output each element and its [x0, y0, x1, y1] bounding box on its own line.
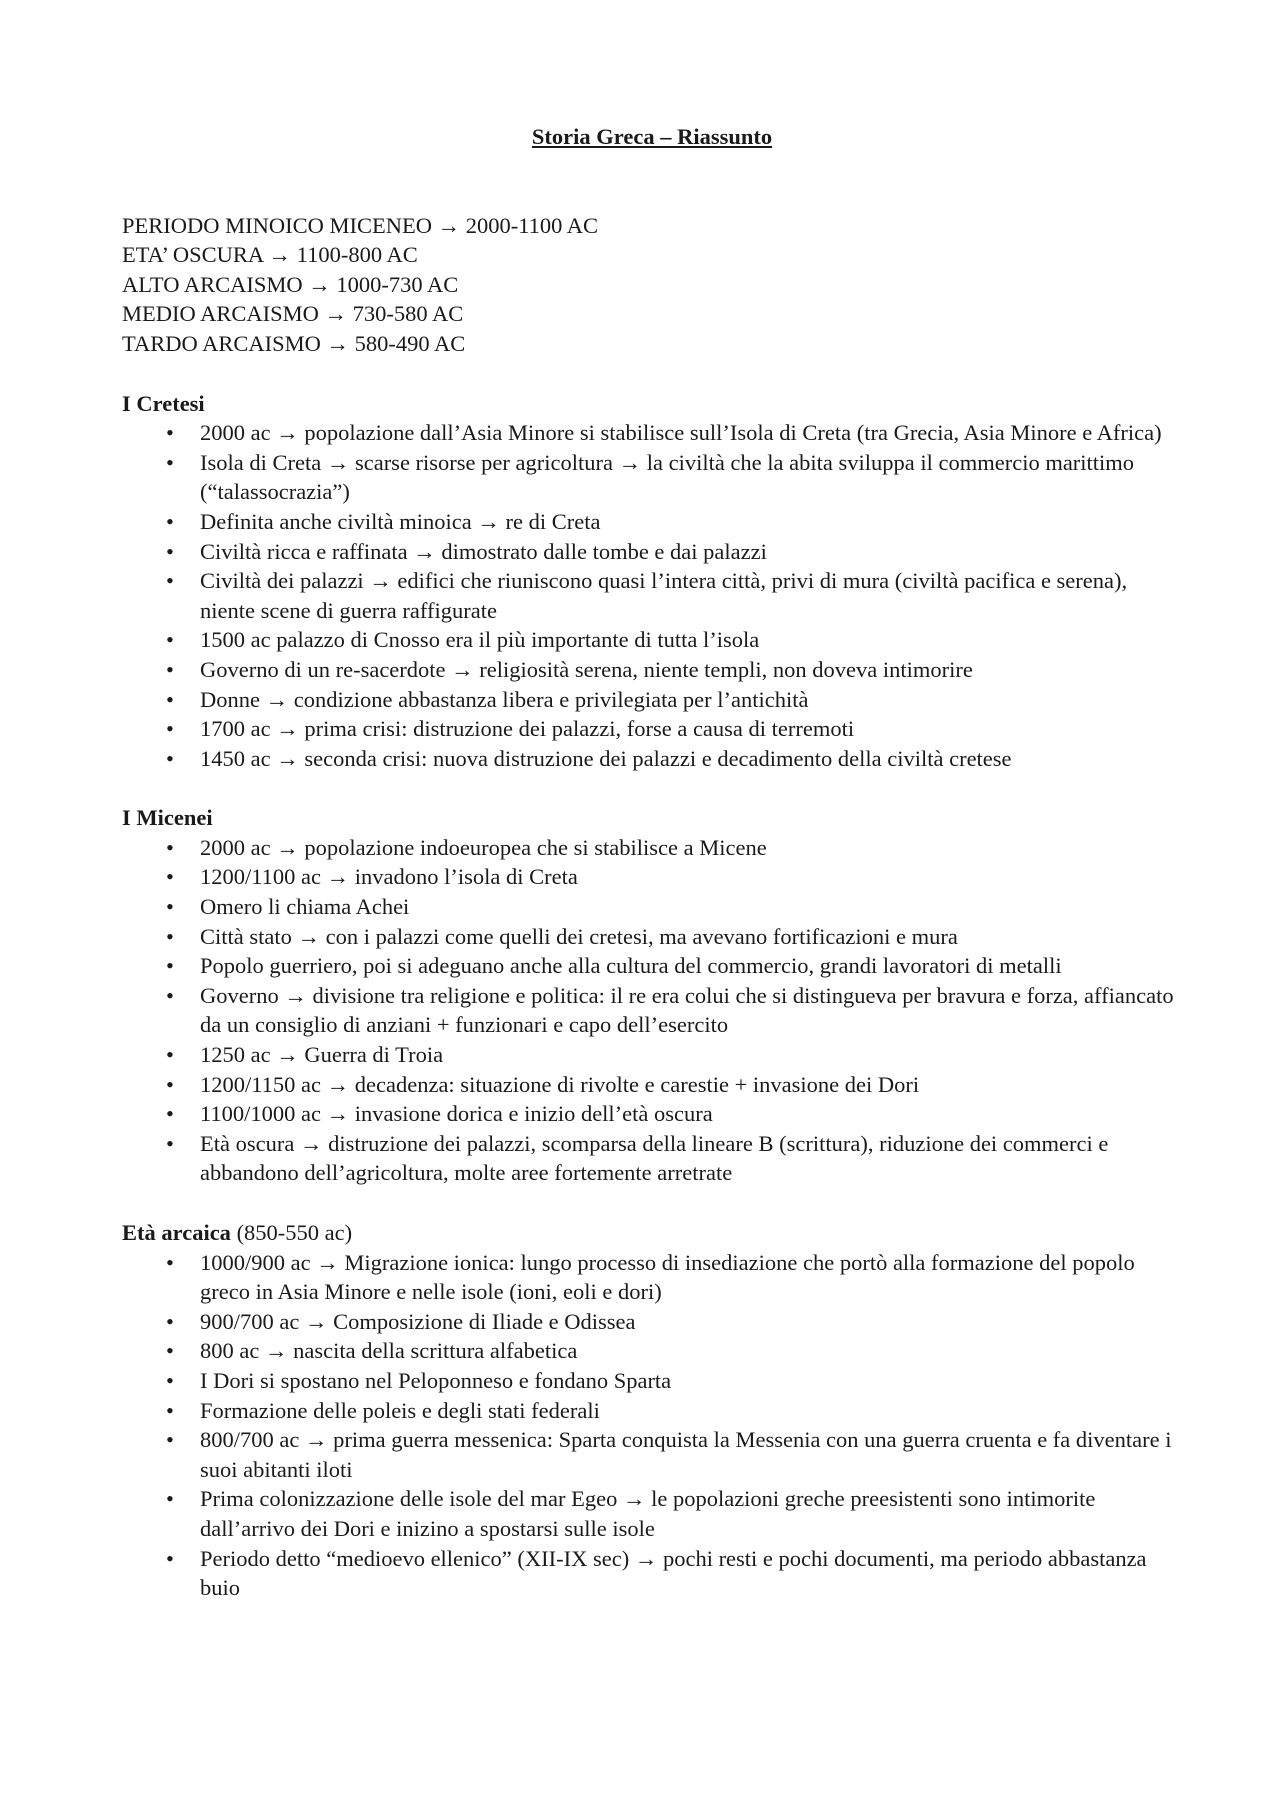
- section-heading: [122, 1218, 1182, 1248]
- period-line: PERIODO MINOICO MICENEO → 2000-1100 AC: [122, 212, 599, 238]
- bullet-icon: •: [166, 982, 174, 1008]
- section-heading: [122, 389, 1182, 419]
- list-item: [122, 685, 1182, 715]
- list-item: [122, 1129, 1182, 1188]
- spacer: [122, 152, 1182, 211]
- section-heading-text: I Cretesi: [122, 390, 205, 416]
- list-item-text: 1500 ac palazzo di Cnosso era il più importante di tutta l’isola: [200, 627, 760, 653]
- list-item: [122, 1366, 1182, 1396]
- periods-list: [122, 211, 1182, 359]
- list-item-text: 1200/1150 ac → decadenza: situazione di rivolte e carestie + invasione dei Dori: [200, 1071, 920, 1097]
- bullet-icon: •: [166, 508, 174, 534]
- list-item-text: Governo di un re-sacerdote → religiosità serena, niente templi, non doveva intimorire: [200, 656, 973, 682]
- period-line: TARDO ARCAISMO → 580-490 AC: [122, 330, 466, 356]
- bullet-icon: •: [166, 864, 174, 890]
- list-item: [122, 1544, 1182, 1603]
- bullet-icon: •: [166, 1397, 174, 1423]
- period-line: ETA’ OSCURA → 1100-800 AC: [122, 242, 418, 268]
- bullet-list: [122, 1248, 1182, 1603]
- list-item-text: Prima colonizzazione delle isole del mar Egeo → le popolazioni greche preesistenti sono intimorite dall’arrivo dei Dori e inizino a spostarsi sulle isole: [200, 1486, 1096, 1541]
- list-item: [122, 1425, 1182, 1484]
- list-item-text: 1450 ac → seconda crisi: nuova distruzione dei palazzi e decadimento della civiltà cretese: [200, 745, 1012, 771]
- list-item: [122, 418, 1182, 448]
- bullet-icon: •: [166, 1308, 174, 1334]
- list-item-text: 1700 ac → prima crisi: distruzione dei palazzi, forse a causa di terremoti: [200, 716, 855, 742]
- period-line: MEDIO ARCAISMO → 730-580 AC: [122, 301, 464, 327]
- list-item-text: Formazione delle poleis e degli stati federali: [200, 1397, 600, 1423]
- list-item-text: 800 ac → nascita della scrittura alfabetica: [200, 1338, 578, 1364]
- bullet-icon: •: [166, 568, 174, 594]
- list-item: [122, 1070, 1182, 1100]
- list-item-text: Periodo detto “medioevo ellenico” (XII-IX sec) → pochi resti e pochi documenti, ma periodo abbastanza buio: [200, 1545, 1147, 1601]
- list-item: [122, 892, 1182, 922]
- period-line: ALTO ARCAISMO → 1000-730 AC: [122, 271, 459, 297]
- list-item: [122, 1307, 1182, 1337]
- bullet-icon: •: [166, 538, 174, 564]
- list-item-text: Governo → divisione tra religione e politica: il re era colui che si distingueva per bravura e forza, affiancato da un consiglio di anziani + funzionari e capo dell’esercito: [200, 982, 1174, 1038]
- list-item-text: Isola di Creta → scarse risorse per agricoltura → la civiltà che la abita sviluppa il commercio marittimo (“talassocrazia”): [200, 449, 1135, 505]
- section-micenei: [122, 803, 1182, 1188]
- section-heading: [122, 803, 1182, 833]
- list-item: [122, 951, 1182, 981]
- bullet-icon: •: [166, 716, 174, 742]
- list-item-text: 1000/900 ac → Migrazione ionica: lungo processo di insediazione che portò alla formazione del popolo greco in Asia Minore e nelle isole (ioni, eoli e dori): [200, 1249, 1135, 1305]
- list-item: [122, 1396, 1182, 1426]
- list-item-text: 2000 ac → popolazione dall’Asia Minore si stabilisce sull’Isola di Creta (tra Grecia, Asia Minore e Africa): [200, 420, 1162, 446]
- list-item-text: Popolo guerriero, poi si adeguano anche alla cultura del commercio, grandi lavoratori di metalli: [200, 953, 1062, 979]
- bullet-icon: •: [166, 449, 174, 475]
- list-item: [122, 507, 1182, 537]
- list-item-text: Omero li chiama Achei: [200, 894, 410, 920]
- bullet-icon: •: [166, 1338, 174, 1364]
- bullet-icon: •: [166, 627, 174, 653]
- list-item-text: Civiltà dei palazzi → edifici che riuniscono quasi l’intera città, privi di mura (civiltà pacifica e serena), niente scene di guerra raffigurate: [200, 568, 1128, 623]
- section-heading-dates: (850-550 ac): [230, 1220, 353, 1245]
- section-eta-arcaica: [122, 1218, 1182, 1603]
- list-item: [122, 1336, 1182, 1366]
- list-item-text: 800/700 ac → prima guerra messenica: Sparta conquista la Messenia con una guerra cruenta e fa diventare i suoi abitanti iloti: [200, 1427, 1172, 1482]
- list-item: [122, 922, 1182, 952]
- bullet-icon: •: [166, 1367, 174, 1393]
- list-item: [122, 625, 1182, 655]
- list-item: [122, 1248, 1182, 1307]
- section-cretesi: [122, 389, 1182, 774]
- list-item: [122, 655, 1182, 685]
- bullet-icon: •: [166, 1486, 174, 1512]
- bullet-icon: •: [166, 656, 174, 682]
- list-item: [122, 744, 1182, 774]
- list-item: [122, 566, 1182, 625]
- section-heading-text: Età arcaica: [122, 1220, 231, 1245]
- section-heading-text: I Micenei: [122, 805, 213, 831]
- list-item-text: Civiltà ricca e raffinata → dimostrato dalle tombe e dai palazzi: [200, 538, 767, 564]
- spacer: [122, 359, 1182, 389]
- list-item-text: Definita anche civiltà minoica → re di Creta: [200, 508, 601, 534]
- list-item-text: 1250 ac → Guerra di Troia: [200, 1042, 444, 1068]
- list-item: [122, 833, 1182, 863]
- list-item-text: Donne → condizione abbastanza libera e privilegiata per l’antichità: [200, 686, 809, 712]
- document-page: [122, 122, 1182, 1603]
- list-item: [122, 448, 1182, 507]
- bullet-icon: •: [166, 1042, 174, 1068]
- bullet-icon: •: [166, 1427, 174, 1453]
- bullet-icon: •: [166, 420, 174, 446]
- bullet-list: [122, 833, 1182, 1188]
- list-item-text: 900/700 ac → Composizione di Iliade e Odissea: [200, 1308, 636, 1334]
- list-item: [122, 714, 1182, 744]
- bullet-icon: •: [166, 953, 174, 979]
- list-item: [122, 537, 1182, 567]
- bullet-icon: •: [166, 923, 174, 949]
- bullet-icon: •: [166, 745, 174, 771]
- bullet-icon: •: [166, 834, 174, 860]
- bullet-icon: •: [166, 686, 174, 712]
- bullet-icon: •: [166, 1249, 174, 1275]
- list-item-text: Città stato → con i palazzi come quelli dei cretesi, ma avevano fortificazioni e mura: [200, 923, 958, 949]
- bullet-icon: •: [166, 1545, 174, 1571]
- bullet-icon: •: [166, 1071, 174, 1097]
- document-title: Storia Greca – Riassunto: [531, 124, 773, 149]
- bullet-icon: •: [166, 894, 174, 920]
- list-item-text: 2000 ac → popolazione indoeuropea che si stabilisce a Micene: [200, 834, 767, 860]
- list-item: [122, 1484, 1182, 1543]
- bullet-icon: •: [166, 1130, 174, 1156]
- list-item: [122, 862, 1182, 892]
- list-item: [122, 981, 1182, 1040]
- bullet-icon: •: [166, 1101, 174, 1127]
- list-item-text: 1200/1100 ac → invadono l’isola di Creta: [200, 864, 578, 890]
- spacer: [122, 773, 1182, 803]
- list-item-text: 1100/1000 ac → invasione dorica e inizio dell’età oscura: [200, 1101, 713, 1127]
- spacer: [122, 1188, 1182, 1218]
- list-item-text: Età oscura → distruzione dei palazzi, scomparsa della lineare B (scrittura), riduzione dei commerci e abbandono dell’agricoltura, molte aree fortemente arretrate: [200, 1130, 1109, 1186]
- bullet-list: [122, 418, 1182, 773]
- list-item: [122, 1040, 1182, 1070]
- list-item: [122, 1099, 1182, 1129]
- list-item-text: I Dori si spostano nel Peloponneso e fondano Sparta: [200, 1367, 672, 1393]
